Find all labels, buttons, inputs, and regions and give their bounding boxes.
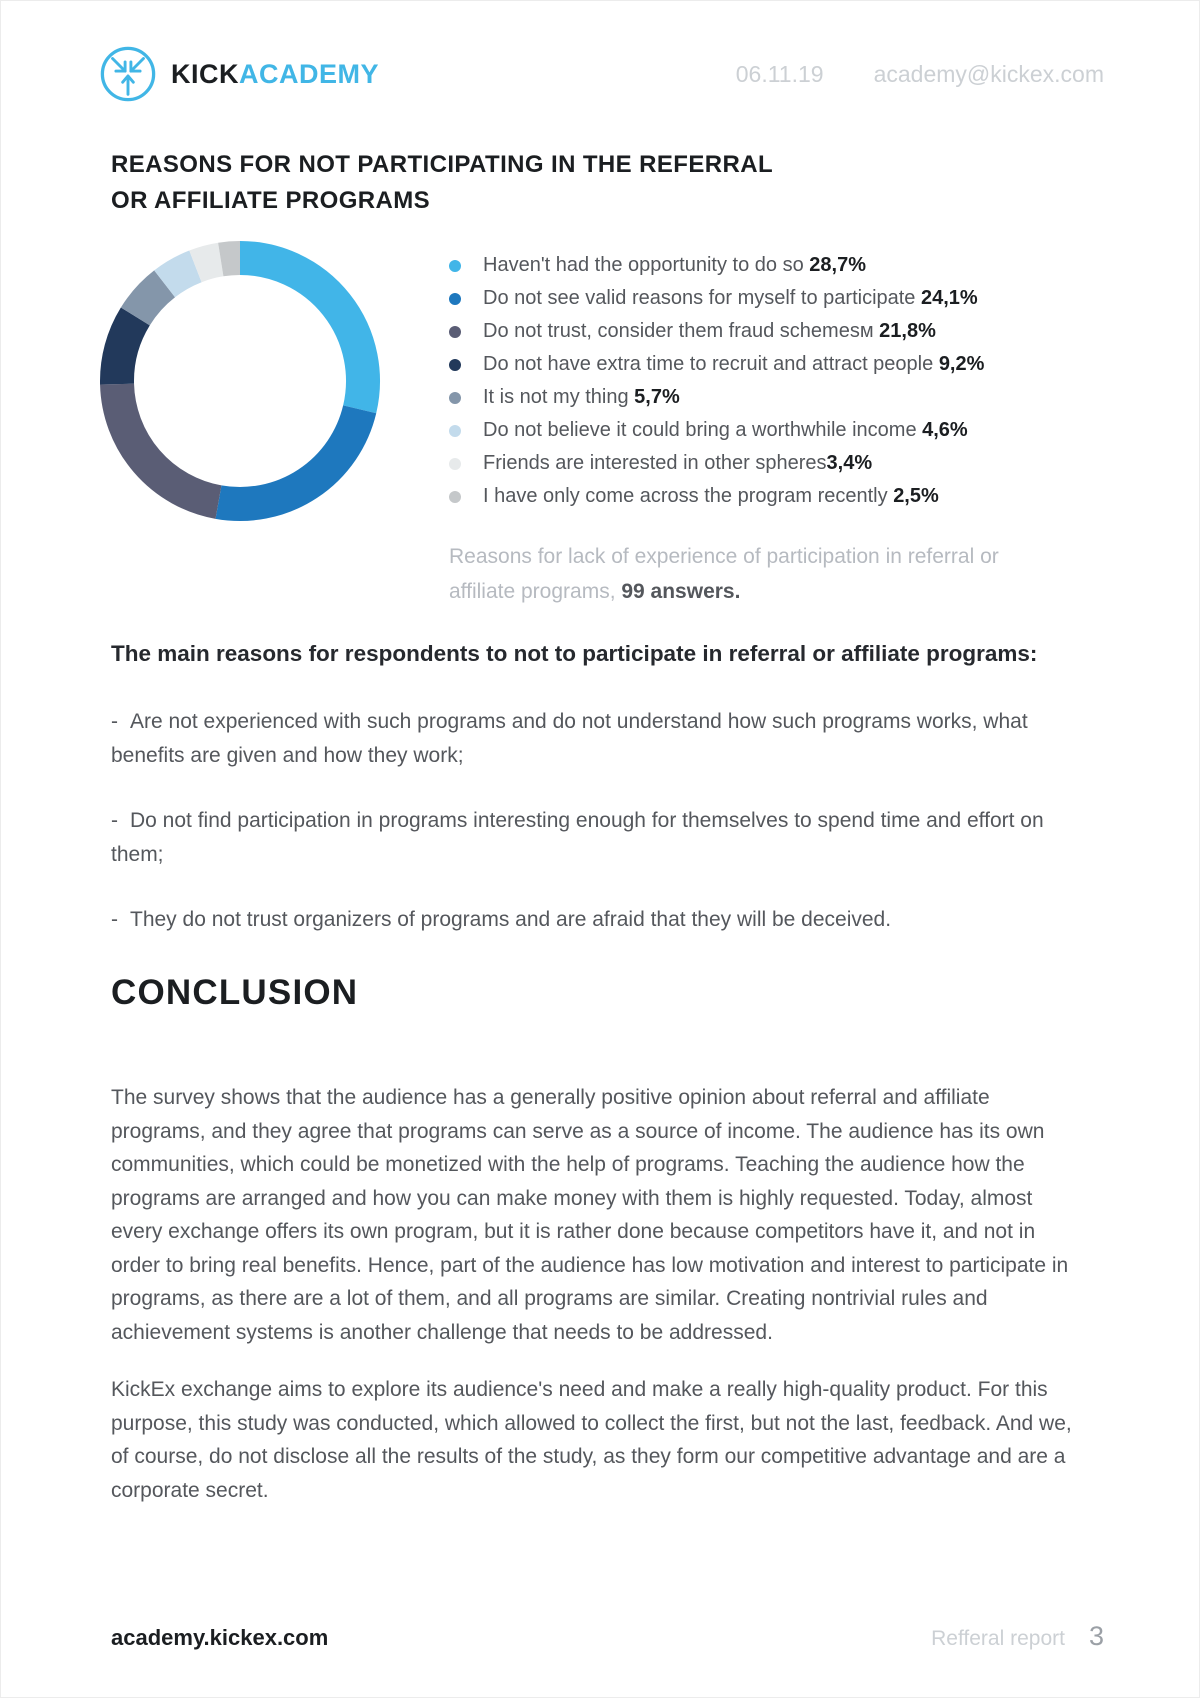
- legend-value: 2,5%: [893, 485, 939, 507]
- legend-item: [449, 480, 984, 513]
- legend-label: Do not see valid reasons for myself to participate: [483, 287, 921, 309]
- donut-segment: [218, 409, 359, 504]
- donut-segment: [117, 384, 218, 502]
- bullet-text: They do not trust organizers of programs and are afraid that they will be deceived.: [130, 908, 892, 931]
- donut-segment: [221, 258, 240, 260]
- chart-caption-answers: 99 answers.: [621, 580, 741, 603]
- legend-dot-icon: [449, 359, 461, 371]
- donut-segment: [165, 266, 196, 283]
- legend-label: Do not trust, consider them fraud schemesм: [483, 320, 880, 342]
- conclusion-paragraph: The survey shows that the audience has a generally positive opinion about referral and affiliate programs, and they agree that programs can serve as a source of income. The audience has its own communities, which could be monetized with the help of programs. Teaching the audience how the programs are arranged and how you can make money with them is highly requested. Today, almost every exchange offers its own program, but it is rather done because competitors have it, and not in order to bring real benefits. Hence, part of the audience has low motivation and interest to participate in programs, as there are a lot of them, and all programs are similar. Creating nontrivial rules and achievement systems is another challenge that needs to be addressed.: [111, 1086, 1069, 1344]
- legend-item: [449, 447, 984, 480]
- footer-page-number: 3: [1088, 1621, 1104, 1651]
- legend-dot-icon: [449, 392, 461, 404]
- page-footer: [111, 1621, 1104, 1652]
- page-header: [99, 45, 1104, 103]
- legend-dot-icon: [449, 425, 461, 437]
- legend-text: [483, 254, 866, 277]
- reason-list: [111, 705, 1096, 937]
- conclusion-heading: CONCLUSION: [111, 973, 359, 1012]
- legend-text: [483, 287, 978, 310]
- footer-report-name: Refferal report: [931, 1627, 1065, 1650]
- bullet-text: Are not experienced with such programs and do not understand how such programs works, what benefits are given and how they work;: [111, 710, 1028, 767]
- bullet-dash: -: [111, 908, 118, 931]
- legend-value: 21,8%: [879, 320, 936, 342]
- donut-segment: [240, 258, 363, 409]
- report-date: 06.11.19: [735, 60, 824, 87]
- brand: [99, 45, 379, 103]
- legend-item: [449, 348, 984, 381]
- legend-text: [483, 485, 939, 508]
- reason-bullet: [111, 705, 1096, 773]
- section-title-line2: OR AFFILIATE PROGRAMS: [111, 187, 431, 214]
- brand-kick: KICK: [171, 58, 239, 89]
- footer-site-url: academy.kickex.com: [111, 1625, 329, 1650]
- legend-label: It is not my thing: [483, 386, 635, 408]
- kick-logo-icon: [99, 45, 157, 103]
- legend-dot-icon: [449, 491, 461, 503]
- legend-text: [483, 419, 968, 442]
- legend-dot-icon: [449, 293, 461, 305]
- legend-value: 3,4%: [826, 452, 873, 474]
- legend-value: 5,7%: [634, 386, 680, 408]
- reason-bullet: [111, 903, 1096, 937]
- brand-academy: ACADEMY: [239, 58, 380, 89]
- donut-segment: [135, 284, 164, 317]
- legend-item: [449, 381, 984, 414]
- legend-value: 9,2%: [938, 353, 985, 375]
- legend-label: Friends are interested in other spheres: [483, 452, 827, 474]
- footer-right: [931, 1621, 1104, 1652]
- legend-label: Do not have extra time to recruit and attract people: [483, 353, 939, 375]
- conclusion-paragraphs: [111, 1081, 1079, 1507]
- donut-segment: [195, 260, 220, 267]
- legend-label: I have only come across the program recently: [483, 485, 894, 507]
- legend-item: [449, 414, 984, 447]
- legend-item: [449, 282, 984, 315]
- legend-value: 28,7%: [809, 254, 866, 276]
- bullet-dash: -: [111, 809, 118, 832]
- conclusion-paragraph: KickEx exchange aims to explore its audience's need and make a really high-quality product. For this purpose, this study was conducted, which allowed to collect the first, but not the last, feedback. And we, of course, do not disclose all the results of the study, as they form our competitive advantage and are a corporate secret.: [111, 1378, 1072, 1502]
- legend-text: [483, 353, 984, 376]
- legend-value: 24,1%: [921, 287, 978, 309]
- section-title-line1: REASONS FOR NOT PARTICIPATING IN THE REFERRAL: [111, 151, 774, 178]
- brand-wordmark: [171, 59, 379, 90]
- bullet-dash: -: [111, 710, 118, 733]
- chart-caption: [449, 539, 1049, 609]
- contact-email: academy@kickex.com: [873, 60, 1104, 87]
- legend-dot-icon: [449, 326, 461, 338]
- legend-label: Do not believe it could bring a worthwhile income: [483, 419, 923, 441]
- section-title: [111, 147, 773, 219]
- chart-caption-text: Reasons for lack of experience of participation in referral or affiliate programs,: [449, 545, 999, 603]
- legend-dot-icon: [449, 458, 461, 470]
- chart-legend: [449, 249, 984, 513]
- main-reasons-lead: The main reasons for respondents to not to participate in referral or affiliate programs:: [111, 641, 1038, 666]
- legend-text: [483, 386, 680, 409]
- legend-text: [483, 452, 872, 475]
- chart-section: [98, 239, 984, 523]
- legend-text: [483, 320, 936, 343]
- bullet-text: Do not find participation in programs interesting enough for themselves to spend time and effort on them;: [111, 809, 1044, 866]
- legend-item: [449, 315, 984, 348]
- legend-item: [449, 249, 984, 282]
- header-meta: [736, 61, 1104, 88]
- legend-label: Haven't had the opportunity to do so: [483, 254, 810, 276]
- donut-chart: [98, 239, 382, 523]
- legend-dot-icon: [449, 260, 461, 272]
- legend-value: 4,6%: [922, 419, 968, 441]
- reason-bullet: [111, 804, 1096, 872]
- donut-segment: [117, 316, 135, 384]
